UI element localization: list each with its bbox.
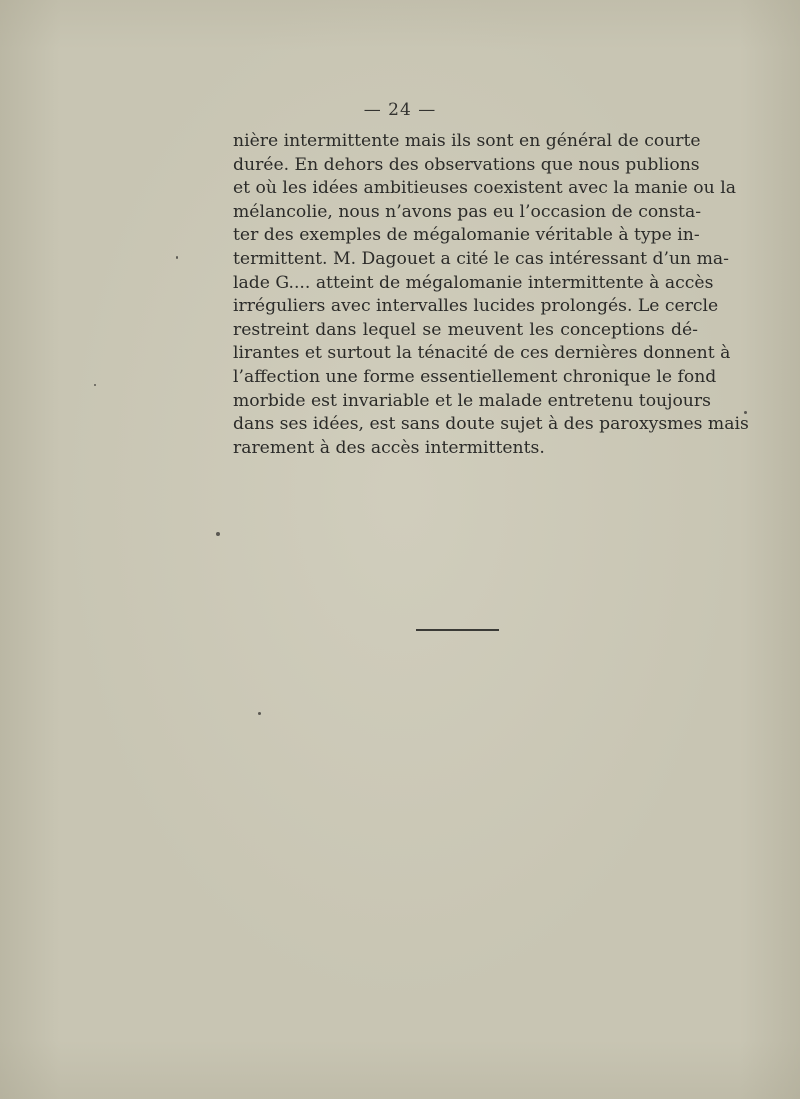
paper-speck xyxy=(258,712,261,715)
text-line: irréguliers avec intervalles lucides prolongés. Le cercle xyxy=(233,296,719,317)
page-number: — 24 — xyxy=(363,100,437,120)
paper-speck xyxy=(176,256,178,259)
body-text xyxy=(233,130,749,460)
paper-speck xyxy=(744,411,747,414)
paper-speck xyxy=(216,532,220,536)
text-line: morbide est invariable et le malade entretenu toujours xyxy=(233,390,711,411)
text-line: termittent. M. Dagouet a cité le cas intéressant d’un ma- xyxy=(233,248,729,269)
text-line: nière intermittente mais ils sont en général de courte xyxy=(233,131,701,151)
paper-speck xyxy=(94,384,96,386)
text-line: lirantes et surtout la ténacité de ces dernières donnent à xyxy=(233,343,731,364)
text-line: l’affection une forme essentiellement chronique le fond xyxy=(233,366,717,387)
section-divider xyxy=(416,629,499,631)
text-line: durée. En dehors des observations que nous publions xyxy=(233,154,700,175)
text-line: mélancolie, nous n’avons pas eu l’occasion de consta- xyxy=(233,201,702,222)
text-line: ter des exemples de mégalomanie véritable à type in- xyxy=(233,225,700,246)
text-line: lade G.... atteint de mégalomanie intermittente à accès xyxy=(233,272,714,293)
text-line: restreint dans lequel se meuvent les conceptions dé- xyxy=(233,319,698,340)
text-line: et où les idées ambitieuses coexistent avec la manie ou la xyxy=(233,178,736,199)
text-line: dans ses idées, est sans doute sujet à des paroxysmes mais xyxy=(233,414,749,435)
text-line: rarement à des accès intermittents. xyxy=(233,437,545,458)
